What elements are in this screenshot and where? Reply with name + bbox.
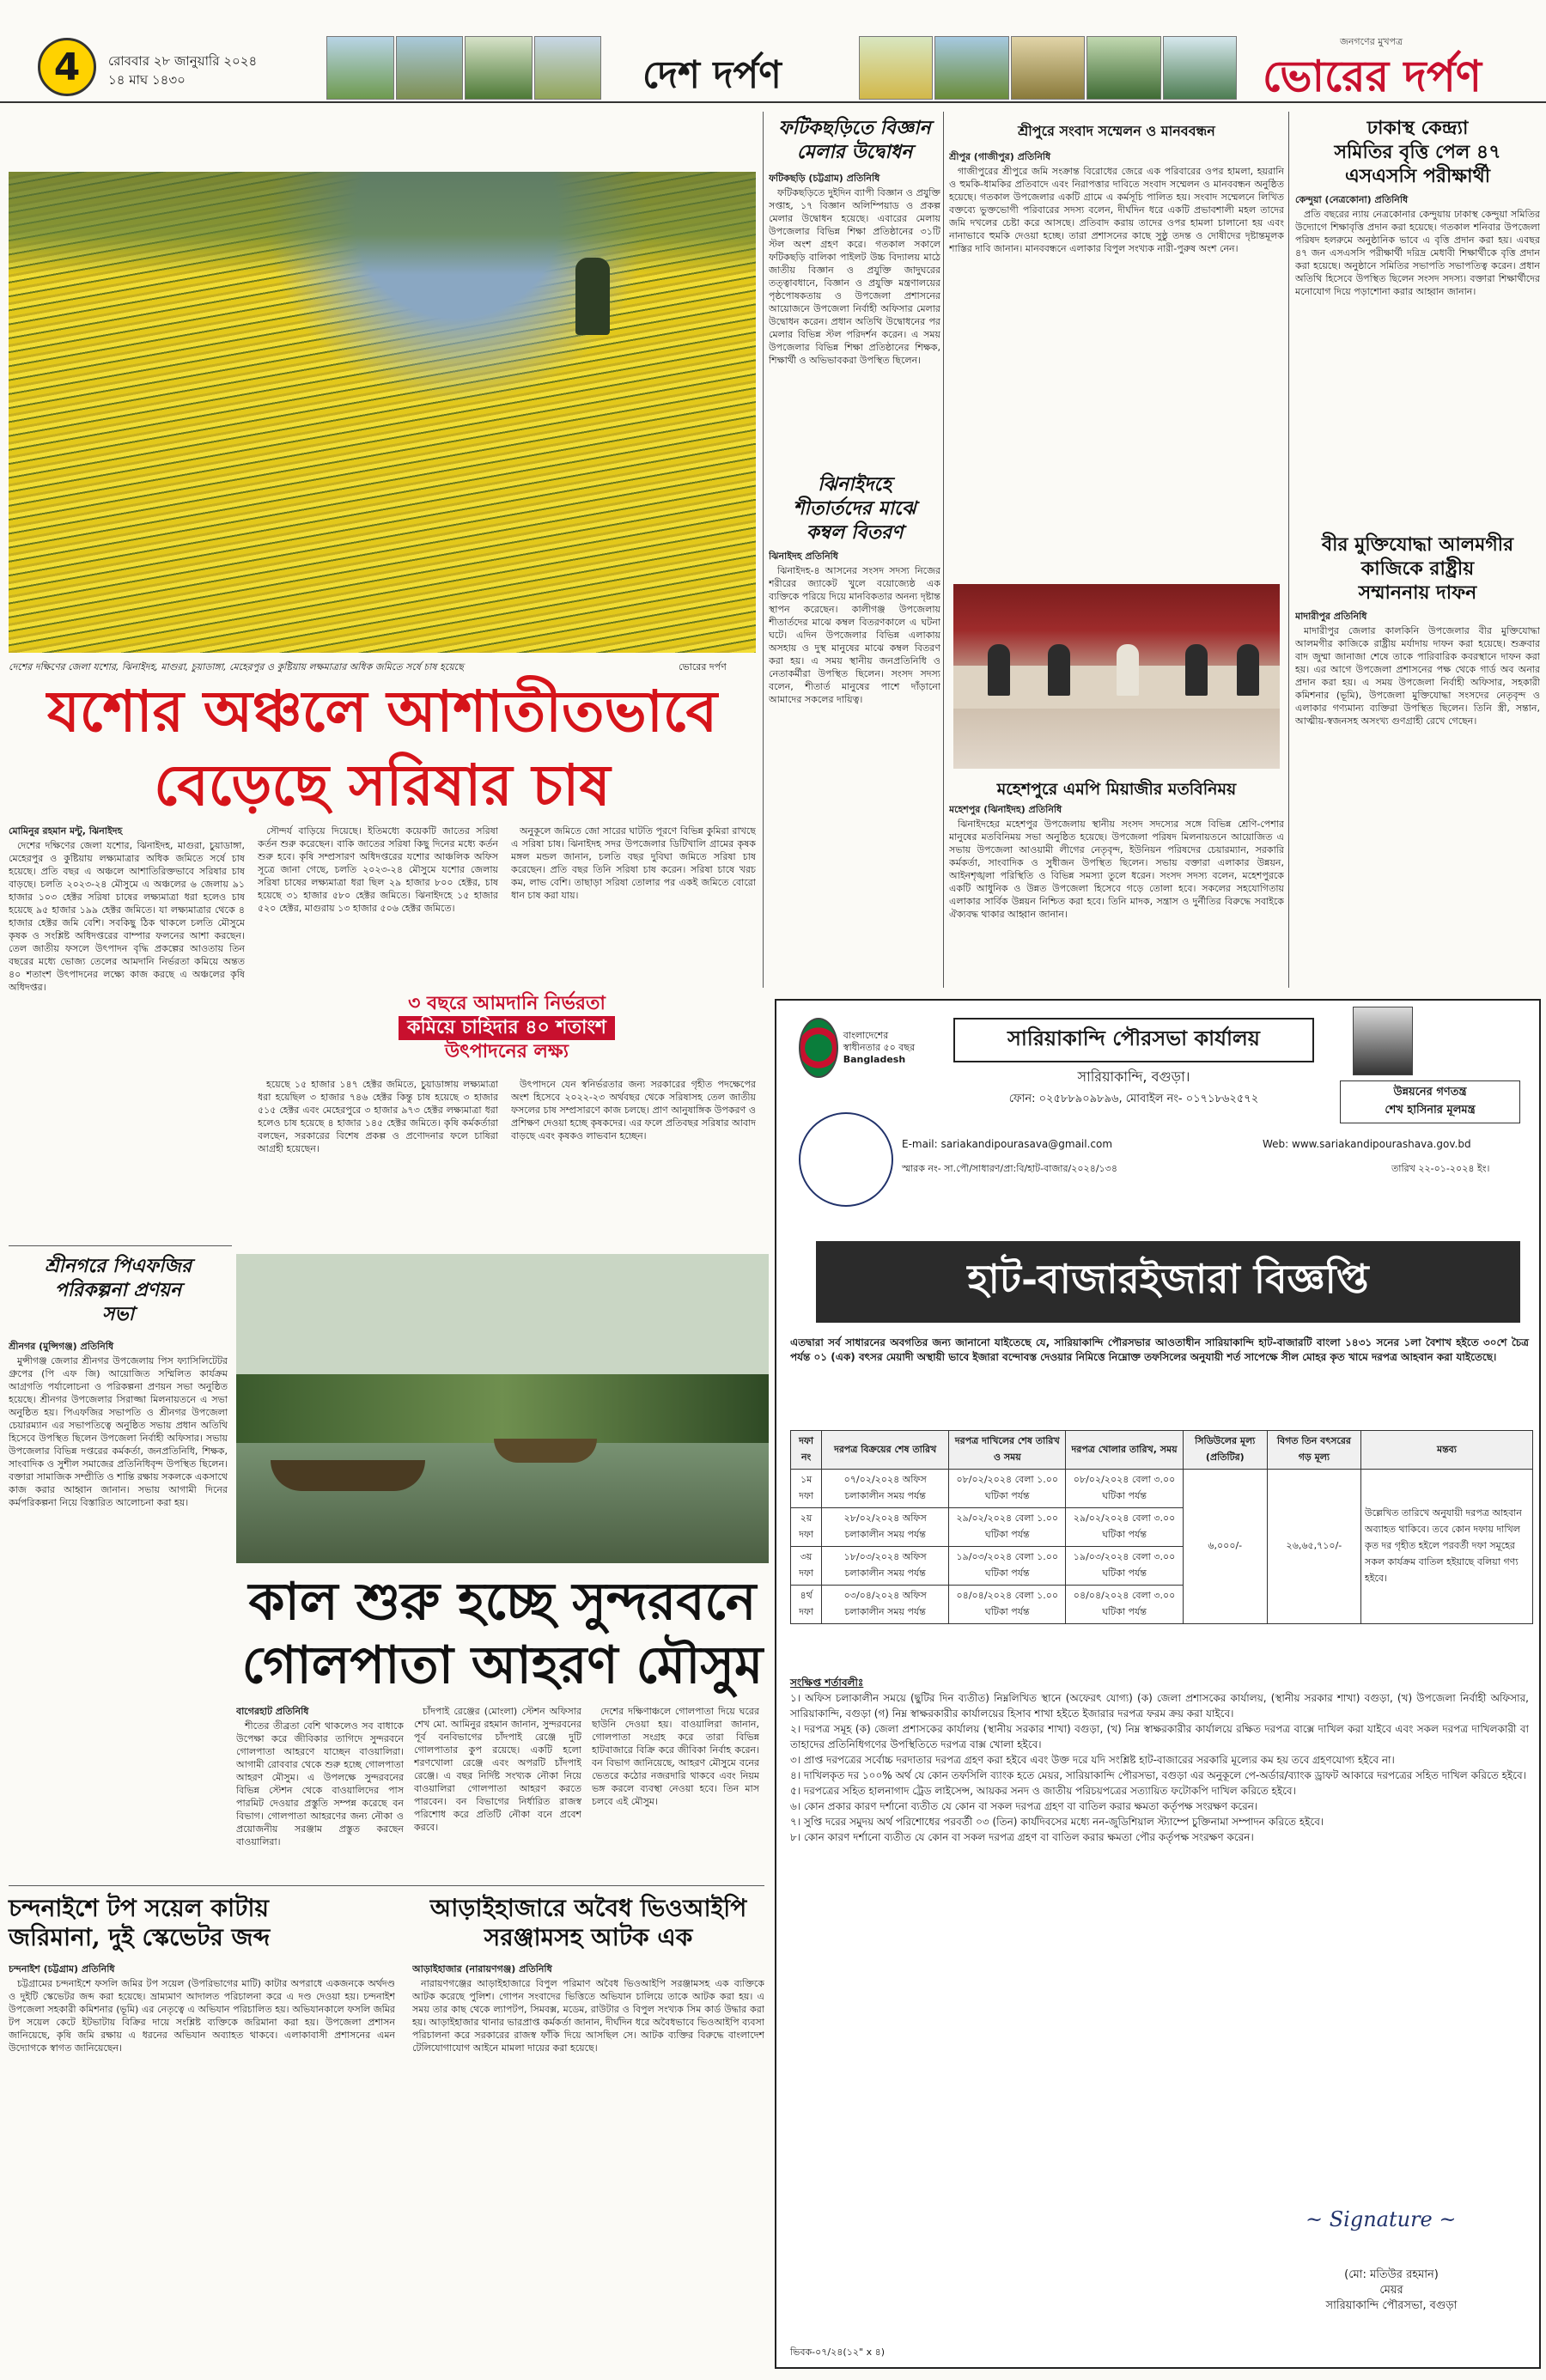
main-headline-line-2: বেড়েছে সরিষার চাষ (154, 752, 611, 819)
byline: মোমিনুর রহমান মন্টু, ঝিনাইদহ (9, 825, 123, 837)
paragraph: ফটিকছড়িতে দুইদিন ব্যাপী বিজ্ঞান ও প্রযুক্তি সপ্তাহ, ১৭ বিজ্ঞান অলিম্পিয়াড ও প্রকল্প মেলার উদ্বোধন হয়েছে। এবারের মেলায় উপজেলার বিভিন্ন শিক্ষা প্রতিষ্ঠানের ৩১টি স্টল অংশ গ্রহণ করে। গতকাল সকালে ফটিকছড়ি বালিকা পাইলট উচ্চ বিদ্যালয় মাঠে জাতীয় বিজ্ঞান ও প্রযুক্তি জাদুঘরের তত্ত্বাবধানে, বিজ্ঞান ও প্রযুক্তি মন্ত্রণালয়ের পৃষ্ঠপোষকতায় ও উপজেলা প্রশাসনের আয়োজনে উপজেলা নির্বাহী অফিসার মেলার উদ্বোধন করেন। প্রধান অতিথি উদ্বোধনের পর মেলার বিভিন্ন স্টল পরিদর্শন করেন। এ সময় উপজেলার বিভিন্ন শিক্ষা প্রতিষ্ঠানের শিক্ষক, শিক্ষার্থী ও অভিভাবকরা উপস্থিত ছিলেন। (769, 187, 940, 366)
person-figure (988, 644, 1010, 696)
ad-intro: এতদ্বারা সর্ব সাধারনের অবগতির জন্য জানানো যাইতেছে যে, সারিয়াকান্দি পৌরসভার আওতাধীন সারিয়াকান্দি হাট-বাজারটি বাংলা ১৪৩১ সনের ১লা বৈশাখ হইতে ৩০শে চৈত্র পর্যন্ত ০১ (এক) বৎসর মেয়াদী অস্থায়ী ভাবে ইজারা বন্দোবস্ত দেওয়ার নিমিত্তে নিম্নোক্ত তফসিলের অনুযায়ী শর্ত সাপেক্ষে সীল মোহর কৃত খামে দরপত্র আহবান করা যাইতেছে। (790, 1336, 1529, 1363)
cell-dofa: ২য় দফা (791, 1508, 822, 1547)
header-thumb (534, 36, 602, 100)
cell-submit: ২৯/০২/২০২৪ বেলা ১.০০ ঘটিকা পর্যন্ত (949, 1508, 1066, 1547)
ad-email: E-mail: sariakandipourasava@gmail.com (902, 1138, 1113, 1150)
table-header: দরপত্র খোলার তারিখ, সময় (1066, 1431, 1183, 1470)
ad-code: ভিবক-০৭/২৪(১২" x ৪) (790, 2347, 886, 2358)
condition-item: ৫। দরপত্রের সহিত হালনাগাদ ট্রেড লাইসেন্স, আয়কর সনদ ও জাতীয় পরিচয়পত্রের সত্যায়িত ফটোকপি দাখিল করিতে হইবে। (790, 1785, 1296, 1797)
byline: মহেশপুর (ঝিনাইদহ) প্রতিনিধি (949, 804, 1062, 815)
paragraph: শীতের তীব্রতা বেশি থাকলেও সব বাধাকে উপেক্ষা করে জীবিকার তাগিদে সুন্দরবনে গোলপাতা আহরণে যাচ্ছেন বাওয়ালিরা। আগামী রোববার থেকে শুরু হচ্ছে গোলপাতা আহরণ মৌসুম। এ উপলক্ষে সুন্দরবনের বিভিন্ন স্টেশন থেকে বাওয়ালিদের পাস পারমিট দেওয়ার প্রস্তুতি সম্পন্ন করেছে বন বিভাগ। গোলপাতা আহরণের জন্য নৌকা ও প্রয়োজনীয় সরঞ্জাম প্রস্তুত করছেন বাওয়ালিরা। (236, 1720, 404, 1847)
condition-item: ৪। দাখিলকৃত দর ১০০% অর্থ যে কোন তফসিলি ব্যাংক হতে মেয়র, সারিয়াকান্দি পৌরসভা, বগুড়া এর অনুকূলে পে-অর্ডার/ব্যাংক ড্রাফট আকারে দরপত্রের সহিত দাখিল করিতে হইবে। (790, 1769, 1526, 1781)
pull-quote-line: কমিয়ে চাহিদার ৪০ শতাংশ (399, 1016, 615, 1040)
person-figure (1185, 644, 1208, 696)
speaker-figure (1117, 644, 1139, 696)
paragraph: হয়েছে ১৫ হাজার ১৪৭ হেক্টর জমিতে, চুয়াডাঙ্গায় লক্ষ্যমাত্রা ধরা হয়েছিল ৩ হাজার ৭৪৬ হেক্টর কিন্তু চাষ হয়েছে ৩ হাজার ৫১৫ হেক্টর এবং মেহেরপুরে ৩ হাজার ৯৭৩ হেক্টর লক্ষ্যমাত্রা ধরা হলেও চাষ হয়েছে ৪ হাজার ১৪৫ হেক্টর জমিতে। কৃষি কর্মকর্তারা বলছেন, সরকারের বিশেষ প্রকল্প ও প্রণোদনার ফলে চাষিরা আগ্রহী হয়েছেন। (258, 1079, 498, 1154)
headline-line: চন্দনাইশে টপ সয়েল কাটায় (9, 1894, 269, 1922)
table-header: দরপত্র দাখিলের শেষ তারিখ ও সময় (949, 1431, 1066, 1470)
header-thumb (934, 36, 1008, 100)
leader-portrait (1353, 1007, 1413, 1075)
fatikchhari-body (769, 172, 940, 464)
tender-banner: হাট-বাজারইজারা বিজ্ঞপ্তি (816, 1241, 1520, 1323)
main-story-col-2b (258, 1078, 498, 1241)
headline-line: শীতার্তদের মাঝে (793, 497, 916, 520)
paragraph: ঝিনাইদহের মহেশপুর উপজেলায় স্থানীয় সংসদ সদস্যের সঙ্গে বিভিন্ন শ্রেণি-পেশার মানুষের মতবিনিময় সভা অনুষ্ঠিত হয়েছে। উপজেলা পরিষদ মিলনায়তনে আয়োজিত এ সভায় উপজেলা আওয়ামী লীগের নেতৃবৃন্দ, ইউনিয়ন পরিষদের চেয়ারম্যান, সরকারি কর্মকর্তা, সাংবাদিক ও সুধীজন উপস্থিত ছিলেন। সভায় বক্তারা এলাকার উন্নয়ন, আইনশৃঙ্খলা পরিস্থিতি ও বিভিন্ন সমস্যা তুলে ধরেন। সংসদ সদস্য বলেন, মহেশপুরকে একটি আধুনিক ও উন্নত উপজেলা হিসেবে গড়ে তোলা হবে। সকলের সহযোগিতায় এলাকার সার্বিক উন্নয়ন নিশ্চিত করা হবে। তিনি মাদক, সন্ত্রাস ও দুর্নীতির বিরুদ্ধে সবাইকে ঐক্যবদ্ধ থাকার আহ্বান জানান। (949, 819, 1284, 920)
logo-sub: Bangladesh (843, 1054, 906, 1065)
header-photo-strip-right (859, 36, 1237, 100)
headline-line: এসএসসি পরীক্ষার্থী (1344, 165, 1491, 187)
condition-item: ৩। প্রাপ্ত দরপত্রের সর্বোচ্চ দরদাতার দরপত্র গ্রহণ করা হইবে এবং উক্ত দরে যদি সংশ্লিষ্ট হাট-বাজারের সরকারি মূল্যের কম হয় তবে গ্রহণযোগ্য হইবে না। (790, 1754, 1395, 1766)
date-line (108, 52, 257, 89)
chandanaish-body (9, 1963, 395, 2366)
header-thumb (859, 36, 933, 100)
headline-line: সভা (101, 1303, 135, 1325)
headline-line: ঝিনাইদহে (818, 473, 892, 496)
conditions-block (790, 1675, 1529, 1845)
cell-open: ১৯/০৩/২০২৪ বেলা ৩.০০ ঘটিকা পর্যন্ত (1066, 1547, 1183, 1586)
column-rule (1288, 112, 1289, 988)
sundarban-photo (236, 1254, 769, 1563)
headline-line: গোলপাতা আহরণ মৌসুম (241, 1635, 764, 1695)
cell-dofa: ৪র্থ দফা (791, 1586, 822, 1624)
main-story-col-2 (258, 825, 498, 988)
sreenagar-headline (9, 1254, 228, 1326)
motto-line: শেখ হাসিনার মূলমন্ত্র (1385, 1104, 1476, 1117)
araihazar-headline (412, 1894, 764, 1952)
ad-office-block (953, 1018, 1314, 1109)
header-thumb (1163, 36, 1237, 100)
jhenaidah-blanket-headline (769, 472, 940, 545)
header-thumb (465, 36, 533, 100)
header-thumb (396, 36, 464, 100)
table-header: দরপত্র বিক্রয়ের শেষ তারিখ (822, 1431, 949, 1470)
office-phone: ফোন: ০২৫৮৮৯০৯৮৯৬, মোবাইল নং- ০১৭১৮৬২৫৭২ (1008, 1093, 1259, 1105)
main-story-col-3 (511, 825, 756, 988)
condition-item: ৭। সুপ্তি দরের সমুদয় অর্থ পরিশোধের পরবর্তী ০৩ (তিন) কার্যদিবসের মধ্যে নন-জুডিশিয়াল স্ট্যাম্পে চুক্তিনামা সম্পাদন করিতে হইবে। (790, 1816, 1324, 1828)
headline-line: পরিকল্পনা প্রণয়ন (54, 1279, 182, 1301)
ad-web: Web: www.sariakandipourashava.gov.bd (1263, 1138, 1471, 1150)
signature: ~ Signature ~ (1306, 2207, 1457, 2231)
cell-submit: ০৮/০২/২০২৪ বেলা ১.০০ ঘটিকা পর্যন্ত (949, 1470, 1066, 1508)
byline: ঝিনাইদহ প্রতিনিধি (769, 551, 838, 562)
headline-line: জরিমানা, দুই স্কেভেটর জব্দ (9, 1923, 271, 1951)
headline-line: ঢাকাস্থ কেন্দ্র্যা (1366, 117, 1469, 139)
column-rule (943, 112, 944, 988)
headline-line: শ্রীনগরে পিএফজির (44, 1255, 192, 1277)
cell-remark: উল্লেখিত তারিখে অনুযায়ী দরপত্র আহবান অব্যাহত থাকিবে। তবে কোন দফায় দাখিল কৃত দর গৃহীত হইলে পরবর্তী দফা সমূহের সকল কার্যক্রম বাতিল হইয়াছে বলিয়া গণ্য হইবে। (1361, 1470, 1533, 1624)
cell-submit: ০৪/০৪/২০২৪ বেলা ১.০০ ঘটিকা পর্যন্ত (949, 1586, 1066, 1624)
page-number: 4 (38, 38, 96, 96)
riverbank (236, 1374, 769, 1443)
paragraph: সৌন্দর্য বাড়িয়ে দিয়েছে। ইতিমধ্যে কয়েকটি জাতের সরিষা কর্তন শুরু করেছেন। বাকি জাতের সরিষা কিছু দিনের মধ্যে কর্তন শুরু হবে। কৃষি সম্প্রসারণ অধিদপ্তরের যশোর আঞ্চলিক অফিস সূত্রে জানা গেছে, চলতি ২০২৩-২৪ মৌসুমে যশোর জেলায় সরিষা চাষের লক্ষ্যমাত্রা ধরা ছিল ২৯ হাজার ৮০০ হেক্টর, চাষ হয়েছে ৩১ হাজার ৫৮০ হেক্টর জমিতে। ঝিনাইদহে ১৫ হাজার ৫২০ হেক্টর, মাগুরায় ১৩ হাজার ৫০৬ হেক্টর জমিতে। (258, 825, 498, 914)
paragraph: গাজীপুরের শ্রীপুরে জমি সংক্রান্ত বিরোধের জেরে এক পরিবারের ওপর হামলা, হয়রানি ও হুমকি-ধামকির প্রতিবাদে এবং নিরাপত্তার দাবিতে সংবাদ সম্মেলন ও মানববন্ধন অনুষ্ঠিত হয়েছে। গতকাল উপজেলার একটি গ্রামে এ কর্মসূচি পালিত হয়। সংবাদ সম্মেলনে লিখিত বক্তব্যে ভুক্তভোগী পরিবারের সদস্য বলেন, দীর্ঘদিন ধরে একটি প্রভাবশালী মহল তাদের জমি দখলের চেষ্টা করে আসছে। প্রতিবাদ করায় তাদের ওপর হামলা চালানো হয় এবং নানাভাবে হুমকি দেওয়া হচ্ছে। তারা প্রশাসনের কাছে সুষ্ঠু তদন্ত ও দোষীদের দৃষ্টান্তমূলক শাস্তির দাবি জানান। মানববন্ধনে এলাকার বিপুল সংখ্যক নারী-পুরুষ অংশ নেন। (949, 166, 1284, 254)
paragraph: দেশের দক্ষিণের জেলা যশোর, ঝিনাইদহ, মাগুরা, চুয়াডাঙ্গা, মেহেরপুর ও কুষ্টিয়ায় লক্ষ্যমাত্রার অধিক জমিতে সর্ষে চাষ হয়েছে। প্রতি বছর এ অঞ্চলে আশাতিরিক্তভাবে সরিষার চাষ বাড়ছে। চলতি ২০২৩-২৪ মৌসুমে এ অঞ্চলের ৬ জেলায় ৯১ হাজার ১০৩ হেক্টর সরিষা চাষের লক্ষ্যমাত্রা ধরা হলেও চাষ হয়েছে ৯৫ হাজার ১৯৯ হেক্টর জমিতে। যা লক্ষ্যমাত্রার থেকে ৪ হাজার হেক্টর জমি বেশি। সবকিছু ঠিক থাকলে চলতি মৌসুমে কৃষক ও সংশ্লিষ্ট অধিদপ্তরের বাম্পার ফলনের আশা করছেন। তেল জাতীয় ফসলে উৎপাদন বৃদ্ধি প্রকল্পের আওতায় তিন বছরের মধ্যে ভোজ্য তেলের আমদানি নির্ভরতা কমিয়ে অন্তত ৪০ শতাংশ উৎপাদনের লক্ষ্যে কাজ করছে এ অঞ্চলের কৃষি অধিদপ্তর। (9, 840, 245, 993)
headline-line: কাজিকে রাষ্ট্রীয় (1360, 557, 1475, 580)
jubilee-logo (799, 1013, 919, 1082)
cell-open: ২৯/০২/২০২৪ বেলা ৩.০০ ঘটিকা পর্যন্ত (1066, 1508, 1183, 1547)
jhenaidah-blanket-body (769, 550, 940, 979)
paragraph: চট্টগ্রামের চন্দনাইশে ফসলি জমির টপ সয়েল (উপরিভাগের মাটি) কাটার অপরাধে একজনকে অর্থদণ্ড ও দুইটি স্কেভেটর জব্দ করা হয়েছে। ভ্রাম্যমাণ আদালত পরিচালনা করে এ দণ্ড দেওয়া হয়। চন্দনাইশ উপজেলা সহকারী কমিশনার (ভূমি) এর নেতৃত্বে এ অভিযান পরিচালিত হয়। অভিযানকালে ফসলি জমির টপ সয়েল কেটে ইটভাটায় বিক্রির দায়ে সংশ্লিষ্ট ব্যক্তিকে জরিমানা করা হয়। উপজেলা প্রশাসন জানিয়েছে, কৃষি জমি রক্ষায় এ ধরনের অভিযান অব্যাহত থাকবে। এলাকাবাসী প্রশাসনের এমন উদ্যোগকে স্বাগত জানিয়েছেন। (9, 1978, 395, 2054)
condition-item: ১। অফিস চলাকালীন সময়ে (ছুটির দিন ব্যতীত) নিম্নলিখিত স্থানে (অফেরৎ যোগ্য) (ক) জেলা প্রশাসকের কার্যালয়, (স্থানীয় সরকার শাখা) বগুড়া, (খ) উপজেলা নির্বাহী অফিসার, সারিয়াকান্দি, বগুড়া (গ) নিম্ন স্বাক্ষরকারীর কার্যালয়ের হিসাব শাখা হইতে ইজারার দরপত্র ফরম ক্রয় করা যাইবে। (790, 1692, 1529, 1720)
cell-sell: ১৮/০৩/২০২৪ অফিস চলাকালীন সময় পর্যন্ত (822, 1547, 949, 1586)
ad-memo: স্মারক নং- সা.পৌ/সাধারণ/প্রা:বি/হাট-বাজার/২০২৪/১৩৪ (902, 1163, 1117, 1174)
photo-credit: ভোরের দর্পণ (679, 661, 727, 673)
section-title: দেশ দর্পণ (642, 53, 782, 97)
cell-open: ০৮/০২/২০২৪ বেলা ৩.০০ ঘটিকা পর্যন্ত (1066, 1470, 1183, 1508)
pull-quote-line: ৩ বছরে আমদানি নির্ভরতা (408, 993, 606, 1014)
pull-quote-line: উৎপাদনের লক্ষ্য (444, 1041, 569, 1062)
date-bangla: ১৪ মাঘ ১৪৩০ (108, 72, 186, 88)
freedom-fighter-headline (1295, 533, 1540, 605)
table-header: সিডিউলের মূল্য (প্রতিটির) (1183, 1431, 1267, 1470)
cell-open: ০৪/০৪/২০২৪ বেলা ৩.০০ ঘটিকা পর্যন্ত (1066, 1586, 1183, 1624)
paragraph: নারায়ণগঞ্জের আড়াইহাজারে বিপুল পরিমাণ অবৈধ ভিওআইপি সরঞ্জামসহ এক ব্যক্তিকে আটক করেছে পুলিশ। গোপন সংবাদের ভিত্তিতে অভিযান চালিয়ে তাকে আটক করা হয়। এ সময় তার কাছ থেকে ল্যাপটপ, সিমবক্স, মডেম, রাউটার ও বিপুল সংখ্যক সিম কার্ড উদ্ধার করা হয়। আড়াইহাজার থানার ভারপ্রাপ্ত কর্মকর্তা জানান, দীর্ঘদিন ধরে অবৈধভাবে ভিওআইপি ব্যবসা পরিচালনা করে সরকারের রাজস্ব ফাঁকি দিয়ে আসছিল সে। আটক ব্যক্তির বিরুদ্ধে বাংলাদেশ টেলিযোগাযোগ আইনে মামলা দায়ের করা হয়েছে। (412, 1978, 764, 2054)
byline: ফটিকছড়ি (চট্টগ্রাম) প্রতিনিধি (769, 173, 880, 184)
ad-memo-date: তারিখ ২২-০১-২০২৪ ইং। (1391, 1163, 1490, 1174)
maheshpur-body (949, 803, 1284, 988)
table-header: দফা নং (791, 1431, 822, 1470)
condition-item: ২। দরপত্র সমূহ (ক) জেলা প্রশাসকের কার্যালয় (স্থানীয় সরকার শাখা) বগুড়া, (খ) নিম্ন স্বাক্ষরকারীর কার্যালয়ে রক্ষিত দরপত্র বাক্সে দাখিল করা যাইবে এবং সকল দরপত্র দাখিলকারী বা তাহাদের প্রতিনিধিগণের উপস্থিতিতে দরপত্র বাক্স খোলা হইবে। (790, 1723, 1529, 1750)
condition-item: ৮। কোন কারণ দর্শানো ব্যতীত যে কোন বা সকল দরপত্র গ্রহণ বা বাতিল করার ক্ষমতা পৌর কর্তৃপক্ষ সংরক্ষণ করেন। (790, 1831, 1254, 1843)
row-rule (9, 1245, 232, 1246)
jubilee-emblem (799, 1018, 838, 1078)
kendua-body (1295, 193, 1540, 524)
pull-quote (275, 992, 739, 1064)
motto-box (1340, 1080, 1520, 1123)
paragraph: ঝিনাইদহ-৪ আসনের সংসদ সদস্য নিজের শরীরের জ্যাকেট খুলে বয়োজ্যেষ্ঠ এক ব্যক্তিকে পরিয়ে দিয়ে মানবিকতার অনন্য দৃষ্টান্ত স্থাপন করেছেন। কালীগঞ্জ উপজেলায় শীতার্তদের মাঝে কম্বল বিতরণকালে এ ঘটনা ঘটে। এদিন উপজেলার বিভিন্ন এলাকায় অসহায় ও দুস্থ মানুষের মাঝে কম্বল বিতরণ করা হয়। এ সময় স্থানীয় জনপ্রতিনিধি ও নেতাকর্মীরা উপস্থিত ছিলেন। সংসদ সদস্য বলেন, শীতার্ত মানুষের পাশে দাঁড়ানো আমাদের সকলের দায়িত্ব। (769, 565, 940, 705)
boat (494, 1439, 597, 1463)
sundarban-col-3 (592, 1705, 759, 1877)
header-photo-strip-left (326, 36, 601, 100)
paragraph: দেশের দক্ষিণাঞ্চলে গোলপাতা দিয়ে ঘরের ছাউনি দেওয়া হয়। বাওয়ালিরা জানান, গোলপাতা সংগ্রহ করে তারা বিভিন্ন হাটবাজারে বিক্রি করে জীবিকা নির্বাহ করেন। বন বিভাগ জানিয়েছে, আহরণ মৌসুমে বনের ভেতরে কঠোর নজরদারি থাকবে এবং নিয়ম ভঙ্গ করলে ব্যবস্থা নেওয়া হবে। তিন মাস চলবে এই মৌসুম। (592, 1706, 759, 1807)
signer-org: সারিয়াকান্দি পৌরসভা, বগুড়া (1325, 2299, 1458, 2312)
sundarban-headline (236, 1570, 769, 1697)
motto-line: উন্নয়নের গণতন্ত্র (1393, 1086, 1467, 1099)
kendua-headline (1295, 116, 1540, 188)
headline-line: সরঞ্জামসহ আটক এক (484, 1923, 693, 1951)
person-figure (1237, 644, 1259, 696)
headline-line: সম্মাননায় দাফন (1358, 581, 1477, 604)
cell-schedule-price: ৬,০০০/- (1183, 1470, 1267, 1624)
conditions-title: সংক্ষিপ্ত শর্তাবলীঃ (790, 1677, 864, 1689)
header-thumb (1011, 36, 1085, 100)
headline-line: আড়াইহাজারে অবৈধ ভিওআইপি (429, 1894, 747, 1922)
table-header: মন্তব্য (1361, 1431, 1533, 1470)
byline: আড়াইহাজার (নারায়ণগঞ্জ) প্রতিনিধি (412, 1963, 552, 1975)
freedom-fighter-body (1295, 610, 1540, 988)
photo-caption: দেশের দক্ষিণের জেলা যশোর, ঝিনাইদহ, মাগুরা, চুয়াডাঙ্গা, মেহেরপুর ও কুষ্টিয়ায় লক্ষমাত্রার অধিক জমিতে সর্ষে চাষ হয়েছে (9, 661, 464, 673)
event-photo (953, 584, 1280, 769)
sundarban-col-2 (414, 1705, 581, 1877)
headline-line: মেলার উদ্বোধন (796, 141, 913, 163)
main-headline-line-1: যশোর অঞ্চলে আশাতীতভাবে (46, 678, 718, 745)
newspaper-brand: ভোরের দর্পণ (1263, 51, 1482, 101)
header-thumb (326, 36, 394, 100)
paragraph: প্রতি বছরের ন্যায় নেত্রকোনার কেন্দুয়ায় ঢাকাস্থ কেন্দুয়া সমিতির উদ্যোগে শিক্ষাবৃত্তি প্রদান করা হয়েছে। গতকাল শনিবার উপজেলা পরিষদ হলরুমে অনুষ্ঠানিক ভাবে এ বৃত্তি প্রদান করা হয়। এবছর ৪৭ জন এসএসসি পরীক্ষার্থী দরিদ্র মেধাবী শিক্ষার্থীকে বৃত্তি প্রদান করা হয়েছে। অনুষ্ঠানে সমিতির সভাপতি সভাপতিত্ব করেন। প্রধান অতিথি হিসেবে উপস্থিত ছিলেন সংসদ সদস্য। বক্তারা শিক্ষার্থীদের মনোযোগ দিয়ে পড়াশোনা করার আহ্বান জানান। (1295, 209, 1540, 297)
paragraph: অনুকূলে জমিতে জো সারের ঘাটতি পূরণে বিভিন্ন কুমিরা রাখছে এ সরিষা চাষ। ঝিনাইদহ সদর উপজেলার ডিটিখালি গ্রামের কৃষক মঙ্গল মন্ডল জানান, চলতি বছর দুবিঘা জমিতে সরিষা চাষ করেছেন। প্রতি বছর তিনি সরিষা চাষ করেন। সরিষা চাষে খরচ কম, লাভ বেশি। তাছাড়া সরিষা তোলার পর একই জমিতে বোরো ধান চাষ করা যায়। (511, 825, 756, 901)
cell-dofa: ১ম দফা (791, 1470, 822, 1508)
cell-submit: ১৯/০৩/২০২৪ বেলা ১.০০ ঘটিকা পর্যন্ত (949, 1547, 1066, 1586)
logo-text: বাংলাদেশের স্বাধীনতার ৫০ বছর (843, 1030, 916, 1053)
fatikchhari-headline (769, 116, 940, 164)
byline: কেন্দুয়া (নেত্রকোনা) প্রতিনিধি (1295, 194, 1409, 205)
sundarban-col-1 (236, 1705, 404, 1877)
sreepur-body (949, 150, 1284, 575)
official-seal (799, 1112, 893, 1207)
byline: শ্রীনগর (মুন্সিগঞ্জ) প্রতিনিধি (9, 1341, 114, 1352)
headline-line: কম্বল বিতরণ (806, 521, 904, 544)
main-headline (9, 674, 756, 822)
maheshpur-headline: মহেশপুরে এমপি মিয়াজীর মতবিনিময় (996, 780, 1237, 799)
signer-title: মেয়র (1379, 2284, 1403, 2297)
mustard-field-photo (9, 172, 756, 653)
office-title: সারিয়াকান্দি পৌরসভা কার্যালয় (953, 1018, 1314, 1062)
byline: মাদারীপুর প্রতিনিধি (1295, 611, 1367, 622)
sreepur-headline: শ্রীপুরে সংবাদ সম্মেলন ও মানববন্ধন (1018, 123, 1215, 139)
table-row (791, 1470, 1533, 1508)
condition-item: ৬। কোন প্রকার কারণ দর্শানো ব্যতীত যে কোন বা সকল দরপত্র গ্রহণ বা বাতিল করার ক্ষমতা কর্তৃপক্ষ সংরক্ষণ করেন। (790, 1800, 1258, 1812)
tree-line (9, 172, 756, 275)
byline: চন্দনাইশ (চট্টগ্রাম) প্রতিনিধি (9, 1963, 115, 1975)
office-address: সারিয়াকান্দি, বগুড়া। (1077, 1068, 1190, 1085)
paragraph: মুন্সীগঞ্জ জেলার শ্রীনগর উপজেলায় পিস ফ্যাসিলিটেটর গ্রুপের (পি এফ জি) আয়োজিত সম্মিলিত কার্যক্রম আগ্রগতি পর্যালোচনা ও পরিকল্পনা প্রণয়ন সভা অনুষ্ঠিত হয়েছে। শ্রীনগর উপজেলার সিরাজ্জা মিলনায়তনে এ সভা অনুষ্ঠিত হয়। পিএফজির সভাপতি ও শ্রীনগর উপজেলা চেয়ারম্যান এর সভাপতিত্বে অনুষ্ঠিত সভায় প্রধান অতিথি হিসেবে উপস্থিত ছিলেন উপজেলা নির্বাহী অফিসার। সভায় উপজেলার বিভিন্ন দপ্তরের কর্মকর্তা, জনপ্রতিনিধি, শিক্ষক, সাংবাদিক ও সুশীল সমাজের প্রতিনিধিবৃন্দ উপস্থিত ছিলেন। বক্তারা সামাজিক সম্প্রীতি ও শান্তি রক্ষায় সকলকে একসাথে কাজ করার আহ্বান জানান। সভায় আগামী দিনের কর্মপরিকল্পনা নিয়ে বিস্তারিত আলোচনা করা হয়। (9, 1355, 228, 1508)
sreenagar-body (9, 1340, 228, 1877)
row-rule (9, 1885, 764, 1886)
araihazar-body (412, 1963, 764, 2366)
date-gregorian: রোববার ২৮ জানুয়ারি ২০২৪ (108, 53, 258, 69)
headline-line: সমিতির বৃত্তি পেল ৪৭ (1334, 141, 1501, 163)
cell-sell: ০৭/০২/২০২৪ অফিস চলাকালীন সময় পর্যন্ত (822, 1470, 949, 1508)
tender-schedule-table (790, 1430, 1533, 1624)
signer-block (1271, 2267, 1512, 2314)
cell-sell: ০৩/০৪/২০২৪ অফিস চলাকালীন সময় পর্যন্ত (822, 1586, 949, 1624)
main-story-col-3b (511, 1078, 756, 1241)
signer-name: (মো: মতিউর রহমান) (1344, 2268, 1439, 2281)
paragraph: উৎপাদনে যেন স্বনির্ভরতার জন্য সরকারের গৃহীত পদক্ষেপের অংশ হিসেবে ২০২২-২৩ অর্থবছর থেকে সরিষাসহ তেল জাতীয় ফসলের চাষ সম্প্রসারণে কাজ চলছে। প্রাণ আনুষাঙ্গিক উপকরণ ও প্রশিক্ষণ দেওয়া হচ্ছে কৃষকদের। এর ফলে প্রতিবছর সরিষার আবাদ বাড়ছে এবং কৃষকও লাভবান হচ্ছেন। (511, 1079, 756, 1141)
byline: বাগেরহাট প্রতিনিধি (236, 1706, 309, 1717)
cell-sell: ২৮/০২/২০২৪ অফিস চলাকালীন সময় পর্যন্ত (822, 1508, 949, 1547)
person-figure (1048, 644, 1070, 696)
brand-tagline: জনগণের মুখপত্র (1340, 36, 1403, 47)
paragraph: চাঁদপাই রেঞ্জের (মোংলা) স্টেশন অফিসার শেখ মো. আমিনুর রহমান জানান, সুন্দরবনের পূর্ব বনবিভাগের চাঁদপাই রেঞ্জে দুটি গোলপাতার কুপ রয়েছে। একটি হলো শরণখোলা রেঞ্জে এবং অপরটি চাঁদপাই রেঞ্জে। এ বছর নির্দিষ্ট সংখ্যক নৌকা নিয়ে বাওয়ালিরা গোলপাতা আহরণ করতে পারবেন। বন বিভাগের নির্ধারিত রাজস্ব পরিশোধ করে প্রতিটি নৌকা বনে প্রবেশ করবে। (414, 1706, 581, 1833)
table-header: বিগত তিন বৎসরের গড় মূল্য (1267, 1431, 1360, 1470)
headline-line: ফটিকছড়িতে বিজ্ঞান (778, 117, 931, 139)
byline: শ্রীপুর (গাজীপুর) প্রতিনিধি (949, 151, 1051, 162)
chandanaish-headline (9, 1894, 395, 1952)
cell-avg-price: ২৬,৬৫,৭১০/- (1267, 1470, 1360, 1624)
headline-line: বীর মুক্তিযোদ্ধা আলমগীর (1321, 533, 1514, 556)
headline-line: কাল শুরু হচ্ছে সুন্দরবনে (248, 1572, 757, 1632)
boat (271, 1460, 425, 1491)
paragraph: মাদারীপুর জেলার কালকিনি উপজেলার বীর মুক্তিযোদ্ধা আলমগীর কাজিকে রাষ্ট্রীয় মর্যাদায় দাফন করা হয়েছে। শুক্রবার বাদ জুম্মা জানাজা শেষে তাকে পারিবারিক কবরস্থানে দাফন করা হয়। এর আগে উপজেলা প্রশাসনের পক্ষ থেকে গার্ড অব অনার প্রদান করা হয়। এ সময় উপজেলা নির্বাহী অফিসার, সহকারী কমিশনার (ভূমি), উপজেলা মুক্তিযোদ্ধা সংসদের নেতৃবৃন্দ ও এলাকার গণ্যমান্য ব্যক্তিরা উপস্থিত ছিলেন। তিনি স্ত্রী, সন্তান, আত্মীয়-স্বজনসহ অসংখ্য গুণগ্রাহী রেখে গেছেন। (1295, 625, 1540, 727)
farmer-figure (575, 258, 610, 335)
table-header-row (791, 1431, 1533, 1470)
cell-dofa: ৩য় দফা (791, 1547, 822, 1586)
main-story-col-1 (9, 825, 245, 1237)
column-rule (763, 112, 764, 988)
header-thumb (1086, 36, 1160, 100)
